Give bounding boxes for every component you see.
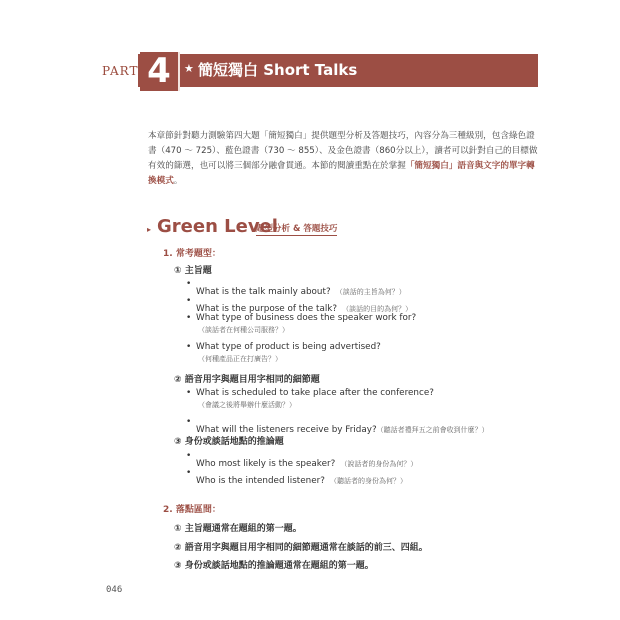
bullet-icon: • [186,451,192,461]
chapter-title: 簡短獨白 Short Talks [198,61,358,79]
section-arrow-icon: ▸ [147,225,152,234]
bullet-icon: • [186,468,192,478]
question-text: What is the purpose of the talk? [196,304,338,314]
bullet-icon: • [186,417,192,427]
group-label: ③ 身份或談話地點的推論題 [174,437,284,447]
question-text: What type of business does the speaker work for? [196,313,417,323]
part1-heading: 1. 常考題型： [163,249,221,259]
question-text: Who is the intended listener? [196,476,325,486]
part-number: 4 [147,51,171,91]
question-text: What will the listeners receive by Friday? [196,425,377,435]
section-subtitle: 題型分析 & 答題技巧 [256,224,338,234]
question-text: Who most likely is the speaker? [196,459,336,469]
bullet-icon: • [186,313,192,323]
part-number-box [140,52,180,91]
question-translation: （何種產品正在打廣告？） [198,355,282,363]
list-item: ③ 身份或談話地點的推論題通常在題組的第一題。 [174,561,374,571]
question-text: What is scheduled to take place after the conference? [196,388,434,398]
star-icon: ★ [184,62,194,75]
group-label: ① 主旨題 [174,266,212,276]
question-text: What type of product is being advertised? [196,342,381,352]
question-translation: （聽話者禮拜五之前會收到什麼？） [376,426,489,434]
question-translation: （聽話者的身份為何？） [330,477,408,485]
list-item [196,468,407,487]
question-translation: （談話的目的為何？） [342,305,413,313]
part-label: PART [102,64,139,78]
intro-text: 本章節針對聽力測驗第四大題「簡短獨白」提供題型分析及答題技巧，內容分為三種級別，包含綠色證書（470 ～ 725）、藍色證書（730 ～ 855）、及金色證書（860分以上），讀者可以針對自己的目標做有效的篩選，也可以將三個部分融會貫通。本節的閱讀重點在於掌握 [148,131,538,171]
intro-highlight: 「簡短獨白」語音與文字的單字轉換模式 [148,161,535,186]
question-translation: （談話的主旨為何？） [335,288,406,296]
section-title: Green Level [157,216,278,237]
list-item: ① 主旨題通常在題組的第一題。 [174,524,302,534]
intro-text-end: 。 [173,176,183,186]
bullet-icon: • [186,296,192,306]
list-item: ② 語音用字與題目用字相同的細節題通常在談話的前三、四組。 [174,543,428,553]
bullet-icon: • [186,388,192,398]
question-text: What is the talk mainly about? [196,287,331,297]
question-translation: （會議之後將舉辦什麼活動？） [198,401,296,409]
group-label: ② 語音用字與題目用字相同的細節題 [174,375,320,385]
page-number: 046 [106,585,123,595]
part2-heading: 2. 落點區間： [163,505,221,515]
bullet-icon: • [186,279,192,289]
intro-paragraph [148,129,540,189]
question-translation: （談話者在何種公司服務？） [198,326,289,334]
bullet-icon: • [186,342,192,352]
question-translation: （說話者的身份為何？） [340,460,418,468]
